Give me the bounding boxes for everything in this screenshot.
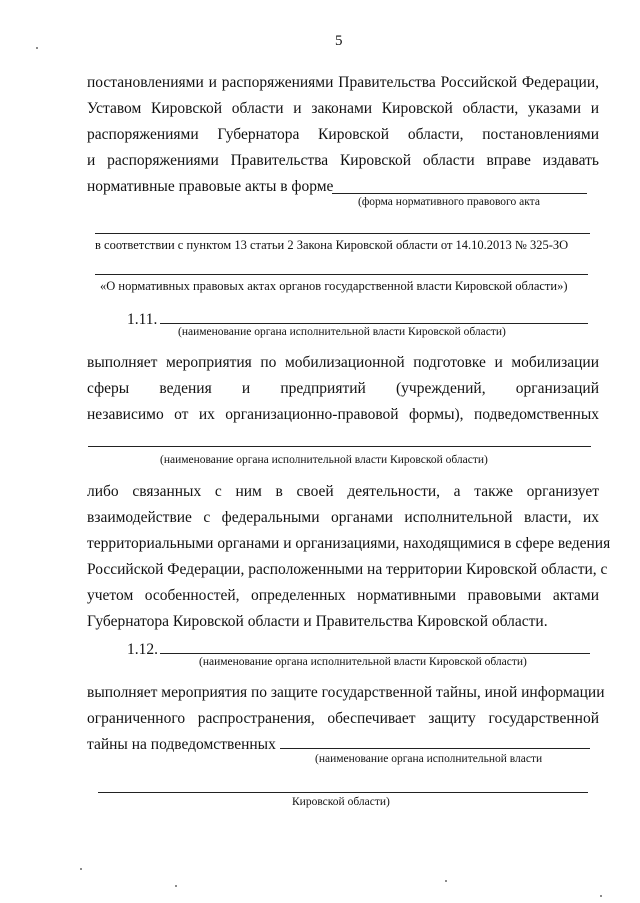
paragraph-line: нормативные правовые акты в форме bbox=[87, 178, 334, 195]
paragraph-1-11 bbox=[87, 350, 599, 428]
paragraph-line: выполняет мероприятия по защите государственной тайны, иной информации bbox=[87, 684, 605, 701]
fill-in-line bbox=[98, 792, 588, 793]
fill-in-line bbox=[160, 653, 590, 654]
paragraph-1-11-cont bbox=[87, 479, 611, 609]
paragraph-line: Уставом Кировской области и законами Кировской области, указами и bbox=[87, 100, 599, 117]
fill-in-line bbox=[95, 233, 590, 234]
scan-speck bbox=[175, 885, 177, 887]
paragraph-line: сферы ведения и предприятий (учреждений, организаций bbox=[87, 380, 599, 397]
fill-in-line bbox=[332, 193, 587, 194]
paragraph-line: учетом особенностей, определенных нормативными правовыми актами bbox=[87, 587, 599, 604]
paragraph-line: распоряжениями Губернатора Кировской области, постановлениями bbox=[87, 126, 599, 143]
paragraph-line: независимо от их организационно-правовой формы), подведомственных bbox=[87, 406, 599, 423]
paragraph-line: либо связанных с ним в своей деятельности, а также организует bbox=[87, 483, 599, 500]
scan-speck bbox=[600, 895, 602, 897]
field-caption: (наименование органа исполнительной власти bbox=[315, 753, 543, 765]
legal-reference-line: «О нормативных правовых актах органов государственной власти Кировской области») bbox=[100, 279, 568, 293]
field-caption: (наименование органа исполнительной власти Кировской области) bbox=[199, 656, 527, 668]
paragraph-line: взаимодействие с федеральными органами исполнительной власти, их bbox=[87, 509, 599, 526]
item-number: 1.12. bbox=[127, 641, 158, 658]
field-caption: Кировской области) bbox=[292, 796, 390, 808]
fill-in-line bbox=[160, 323, 588, 324]
paragraph-line: ограниченного распространения, обеспечивает защиту государственной bbox=[87, 710, 599, 727]
item-number: 1.11. bbox=[127, 311, 158, 328]
field-caption: (форма нормативного правового акта bbox=[358, 196, 540, 208]
paragraph-line: Губернатора Кировской области и Правительства Кировской области. bbox=[87, 613, 548, 630]
fill-in-line bbox=[88, 446, 591, 447]
scan-speck bbox=[445, 880, 447, 882]
paragraph-1-12 bbox=[87, 680, 605, 732]
legal-reference-line: в соответствии с пунктом 13 статьи 2 Закона Кировской области от 14.10.2013 № 325-ЗО bbox=[95, 238, 569, 252]
scan-speck bbox=[80, 868, 82, 870]
field-caption: (наименование органа исполнительной власти Кировской области) bbox=[178, 326, 506, 338]
paragraph-line: Российской Федерации, расположенными на территории Кировской области, с bbox=[87, 561, 608, 578]
field-caption: (наименование органа исполнительной власти Кировской области) bbox=[160, 454, 488, 466]
paragraph-line: и распоряжениями Правительства Кировской области вправе издавать bbox=[87, 152, 599, 169]
paragraph-1 bbox=[87, 70, 599, 174]
fill-in-line bbox=[280, 748, 590, 749]
paragraph-line: территориальными органами и организациями, находящимися в сфере ведения bbox=[87, 535, 611, 552]
paragraph-line: тайны на подведомственных bbox=[87, 736, 276, 753]
paragraph-line: постановлениями и распоряжениями Правительства Российской Федерации, bbox=[87, 74, 599, 91]
scan-speck bbox=[36, 47, 38, 49]
paragraph-line: выполняет мероприятия по мобилизационной подготовке и мобилизации bbox=[87, 354, 599, 371]
page-number: 5 bbox=[335, 33, 343, 49]
fill-in-line bbox=[95, 274, 588, 275]
